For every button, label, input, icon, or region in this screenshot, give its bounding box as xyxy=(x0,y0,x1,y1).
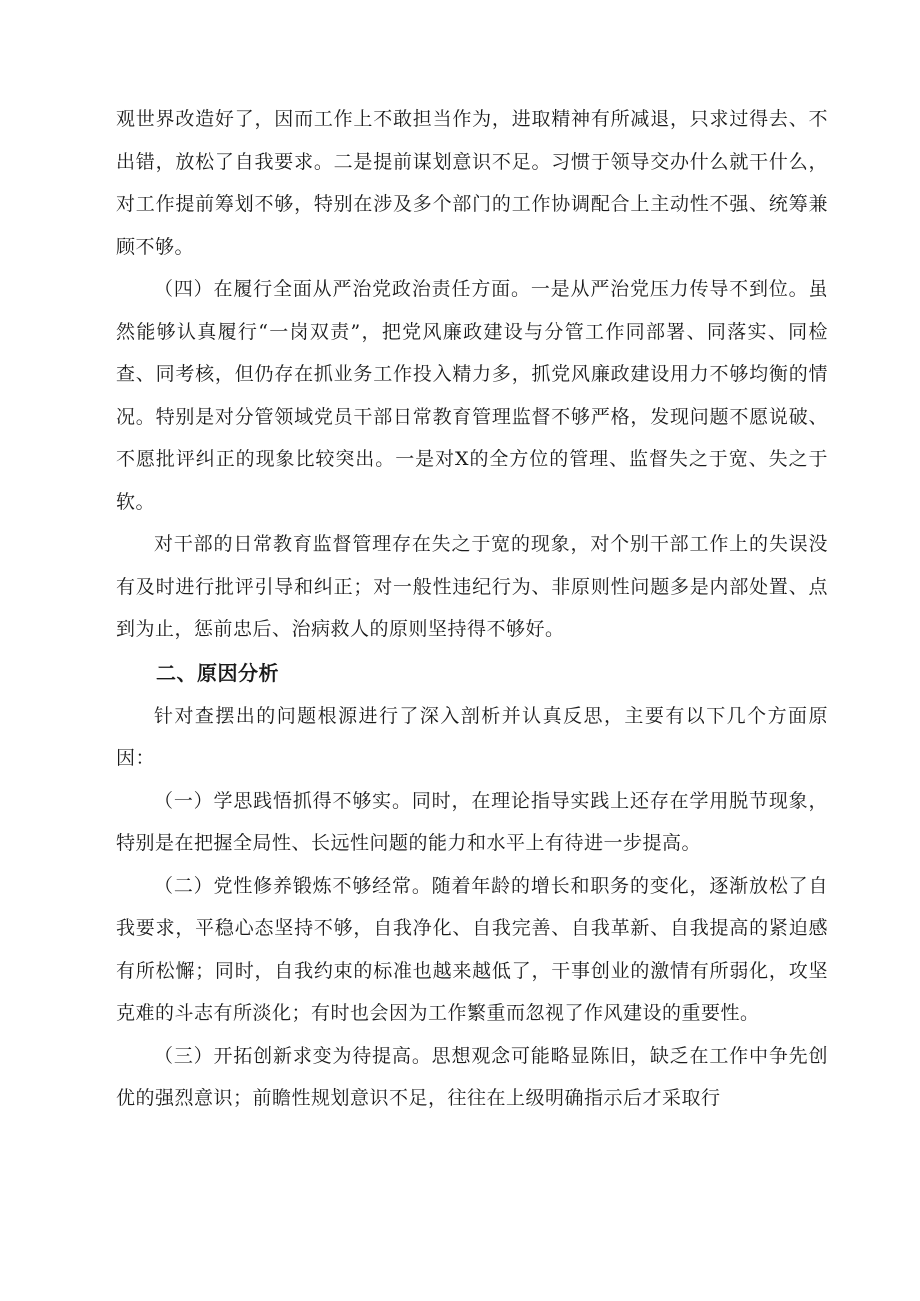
paragraph-continued: 观世界改造好了，因而工作上不敢担当作为，进取精神有所减退，只求过得去、不出错，放松了自我要求。二是提前谋划意识不足。习惯于领导交办什么就干什么，对工作提前筹划不够，特别在涉及多个部门的工作协调配合上主动性不强、统筹兼顾不够。 xyxy=(116,108,828,258)
paragraph-cadre-supervision: 对干部的日常教育监督管理存在失之于宽的现象，对个别干部工作上的失误没有及时进行批评引导和纠正；对一般性违纪行为、非原则性问题多是内部处置、点到为止，惩前忠后、治病救人的原则坚持得不够好。 xyxy=(116,533,828,640)
paragraph-cause-three: （三）开拓创新求变为待提高。思想观念可能略显陈旧，缺乏在工作中争先创优的强烈意识；前瞻性规划意识不足，往往在上级明确指示后才采取行 xyxy=(116,1044,828,1109)
paragraph-intro: 针对查摆出的问题根源进行了深入剖析并认真反思，主要有以下几个方面原因： xyxy=(116,704,828,769)
document-body xyxy=(116,98,828,1120)
paragraph-cause-one: （一）学思践悟抓得不够实。同时，在理论指导实践上还存在学用脱节现象，特别是在把握全局性、长远性问题的能力和水平上有待进一步提高。 xyxy=(116,789,828,854)
paragraph-cause-two: （二）党性修养锻炼不够经常。随着年龄的增长和职务的变化，逐渐放松了自我要求，平稳心态坚持不够，自我净化、自我完善、自我革新、自我提高的紧迫感有所松懈；同时，自我约束的标准也越来越低了，干事创业的激情有所弱化，攻坚克难的斗志有所淡化；有时也会因为工作繁重而忽视了作风建设的重要性。 xyxy=(116,874,828,1024)
paragraph-section-four: （四）在履行全面从严治党政治责任方面。一是从严治党压力传导不到位。虽然能够认真履行“一岗双责”，把党风廉政建设与分管工作同部署、同落实、同检查、同考核，但仍存在抓业务工作投入精力多，抓党风廉政建设用力不够均衡的情况。特别是对分管领域党员干部日常教育管理监督不够严格，发现问题不愿说破、不愿批评纠正的现象比较突出。一是对X的全方位的管理、监督失之于宽、失之于软。 xyxy=(116,278,828,513)
section-heading-cause-analysis: 二、原因分析 xyxy=(156,660,279,685)
